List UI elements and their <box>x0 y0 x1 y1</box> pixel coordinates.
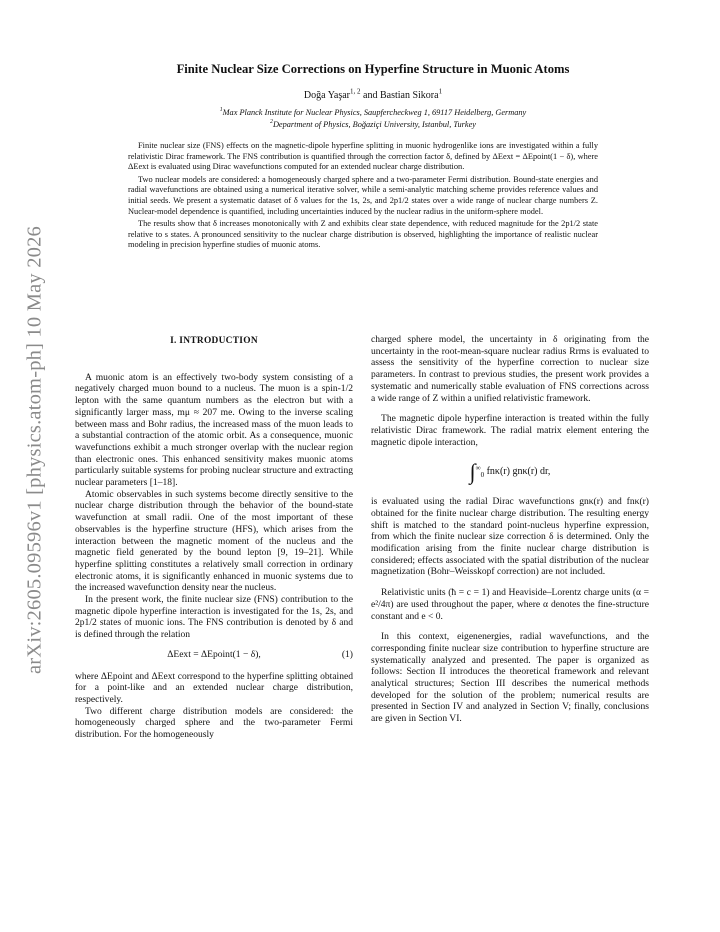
body-paragraph: Two different charge distribution models are considered: the homogeneously charged sphere and the two-parameter Fermi distribution. For the homogeneously <box>75 705 353 741</box>
abstract-paragraph: Finite nuclear size (FNS) effects on the magnetic-dipole hyperfine splitting in muonic hydrogenlike ions are investigated within a fully relativistic Dirac framework. The FNS contribution is quantified through the correction factor δ, defined by ΔEext = ΔEpoint(1 − δ), where ΔEext is evaluated using Dirac wavefunctions computed for an extended nuclear charge distribution. <box>128 141 598 172</box>
body-paragraph: In this context, eigenenergies, radial wavefunctions, and the corresponding finite nuclear size contribution to hyperfine structure are systematically analyzed and presented. The paper is organized as follows: Section II introduces the theoretical framework and relevant analytical structures; Section III describes the numerical methods developed for the solution of the problem; numerical results are presented in Section IV and analyzed in Section V; finally, conclusions are given in Section VI. <box>371 631 649 725</box>
author-conjunction: and <box>360 90 380 101</box>
affiliation-1-mark: 1 <box>219 107 223 114</box>
abstract-paragraph: The results show that δ increases monotonically with Z and exhibits clear state dependence, with reduced magnitude for the 2p1/2 state relative to s states. A pronounced sensitivity to the nuclear charge distribution is observed, highlighting the importance of realistic nuclear modeling in precision hyperfine studies of muonic atoms. <box>128 219 598 250</box>
abstract <box>128 141 598 253</box>
integral-upper-limit: ∞ <box>475 464 481 473</box>
arxiv-sidebar <box>20 210 50 690</box>
affiliation-1 <box>75 108 671 117</box>
left-column <box>75 334 353 741</box>
author-1: Doğa Yaşar <box>303 90 351 101</box>
body-paragraph: is evaluated using the radial Dirac wavefunctions gnκ(r) and fnκ(r) obtained for the finite nuclear charge distribution. The resulting energy shift is matched to the standard point-nucleus hyperfine expression, from which the finite nuclear size correction δ is determined. Only the modification arising from the finite nuclear charge distribution is considered; effects associated with the spatial distribution of the nuclear magnetization (Bohr–Weisskopf correction) are not included. <box>371 496 649 578</box>
affiliation-2 <box>75 120 671 129</box>
body-paragraph: The magnetic dipole hyperfine interaction is treated within the fully relativistic Dirac framework. The radial matrix element entering the magnetic dipole interaction, <box>371 413 649 448</box>
body-paragraph: charged sphere model, the uncertainty in δ originating from the uncertainty in the root-mean-square nuclear radius Rrms is evaluated to assess the sensitivity of the hyperfine correction to nuclear size parameters. In contrast to previous studies, the present work provides a systematic and numerically stable evaluation of FNS corrections across a wide range of Z within a unified relativistic framework. <box>371 334 649 404</box>
arxiv-identifier: arXiv:2605.09596v1 [physics.atom-ph] 10 May 2026 <box>23 225 46 675</box>
equation-1-body: ΔEext = ΔEpoint(1 − δ), <box>167 648 261 660</box>
author-2-affil-marks: 1 <box>438 87 443 96</box>
equation-1-number: (1) <box>341 648 353 660</box>
affiliation-1-text: Max Planck Institute for Nuclear Physics, Saupfercheckweg 1, 69117 Heidelberg, Germany <box>222 108 527 117</box>
equation-1 <box>75 649 353 661</box>
paper-title: Finite Nuclear Size Corrections on Hyperfine Structure in Muonic Atoms <box>176 62 570 76</box>
integral-body: fnκ(r) gnκ(r) dr, <box>486 466 551 478</box>
affiliation-2-mark: 2 <box>270 119 273 126</box>
body-paragraph: where ΔEpoint and ΔEext correspond to the hyperfine splitting obtained for a point-like and an extended nuclear charge distribution, respectively. <box>75 670 353 705</box>
section-heading: I. INTRODUCTION <box>170 336 258 346</box>
author-1-affil-marks: 1, 2 <box>350 87 361 96</box>
abstract-paragraph: Two nuclear models are considered: a homogeneously charged sphere and a two-parameter Fermi distribution. Bound-state energies and radial wavefunctions are obtained using a numerical iterative solver, while a semi-analytic matching scheme provides reference values and initial seeds. We present a systematic dataset of δ values for the 1s, 2s, and 2p1/2 states over a wide range of nuclear charge numbers Z. Nuclear-model dependence is quantified, including uncertainties induced by the nuclear radius in the uniform-sphere model. <box>128 174 598 216</box>
radial-integral-equation <box>371 459 649 485</box>
affiliation-2-text: Department of Physics, Boğaziçi University, Istanbul, Turkey <box>272 120 476 129</box>
body-paragraph: In the present work, the finite nuclear size (FNS) contribution to the magnetic dipole hyperfine interaction is investigated for the 1s, 2s, and 2p1/2 states of muonic ions. The FNS contribution is denoted by δ and is defined through the relation <box>75 594 353 641</box>
integral-lower-limit: 0 <box>480 471 485 480</box>
right-column <box>371 334 649 725</box>
body-paragraph: Relativistic units (ħ = c = 1) and Heaviside–Lorentz charge units (α = e²/4π) are used throughout the paper, where α denotes the fine-structure constant and e < 0. <box>371 587 649 622</box>
author-2: Bastian Sikora <box>379 90 439 101</box>
author-line <box>75 87 671 101</box>
body-paragraph: A muonic atom is an effectively two-body system consisting of a negatively charged muon bound to a nucleus. The muon is a spin-1/2 lepton with the same quantum numbers as the electron but with a significantly larger mass, mμ ≈ 207 me. Owing to the inverse scaling between mass and Bohr radius, the increased mass of the muon leads to a substantial contraction of the atomic orbit. As a consequence, muonic wavefunctions exhibit a much stronger overlap with the nuclear region than electronic ones. This enhanced sensitivity makes muonic atoms particularly suitable systems for probing nuclear structure and extracting nuclear parameters [1–18]. <box>75 371 353 489</box>
body-paragraph: Atomic observables in such systems become directly sensitive to the nuclear charge distribution through the behavior of the bound-state wavefunction at small radii. One of the most important of these observables is the hyperfine structure (HFS), which arises from the interaction between the magnetic moment of the nucleus and the magnetic field generated by the bound lepton [9, 19–21]. While hyperfine splitting constitutes a relatively small correction in ordinary electronic atoms, it is significantly enhanced in muonic systems due to the increased wavefunction density near the nucleus. <box>75 488 353 594</box>
integral-sign: ∫ <box>469 459 476 485</box>
